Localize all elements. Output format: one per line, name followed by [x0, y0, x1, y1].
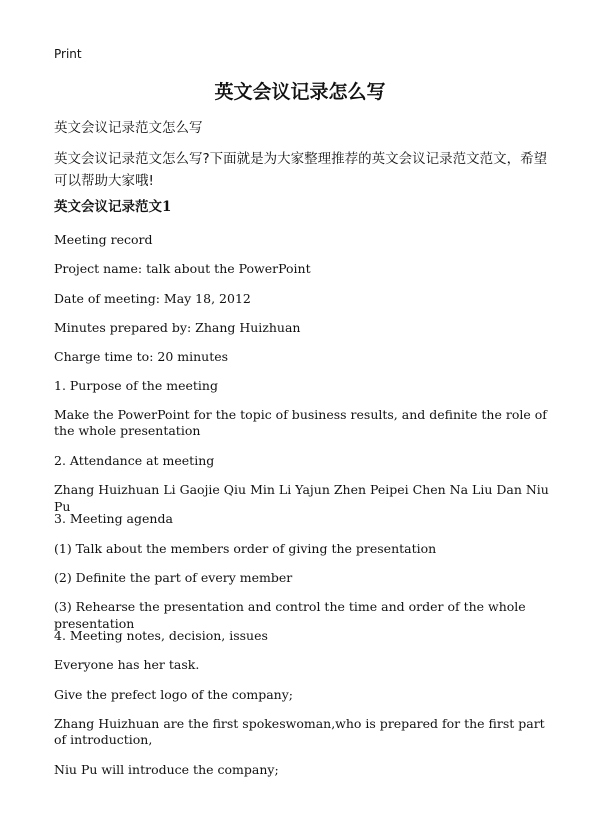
section-heading: 英文会议记录范文1: [54, 199, 172, 215]
page-title: 英文会议记录怎么写: [214, 81, 386, 103]
agenda-item-3: (3) Rehearse the presentation and control the time and order of the whole presentation: [54, 599, 526, 631]
notes-line-3: Zhang Huizhuan are the first spokeswoman,who is prepared for the first part of introduction,: [54, 716, 545, 747]
meeting-date-line: Date of meeting: May 18, 2012: [54, 291, 251, 306]
print-label: Print: [54, 47, 82, 61]
agenda-item-2: (2) Definite the part of every member: [54, 570, 293, 585]
charge-time-line: Charge time to: 20 minutes: [54, 349, 229, 364]
agenda-item-1: (1) Talk about the members order of giving the presentation: [54, 541, 437, 556]
meeting-record-line: Meeting record: [54, 232, 153, 247]
agenda-heading: 3. Meeting agenda: [54, 511, 173, 526]
document-subtitle: 英文会议记录范文怎么写: [54, 120, 203, 136]
attendance-names: Zhang Huizhuan Li Gaojie Qiu Min Li Yajun Zhen Peipei Chen Na Liu Dan Niu Pu: [54, 482, 549, 514]
project-name-line: Project name: talk about the PowerPoint: [54, 261, 311, 276]
notes-line-1: Everyone has her task.: [54, 657, 200, 672]
attendance-heading: 2. Attendance at meeting: [54, 453, 215, 468]
minutes-prepared-line: Minutes prepared by: Zhang Huizhuan: [54, 320, 301, 335]
intro-paragraph: 英文会议记录范文怎么写?下面就是为大家整理推荐的英文会议记录范文范文，希望可以帮助大家哦!: [54, 151, 548, 189]
purpose-text: Make the PowerPoint for the topic of business results, and definite the role of the whole presentation: [54, 407, 547, 438]
notes-heading: 4. Meeting notes, decision, issues: [54, 628, 268, 643]
purpose-heading: 1. Purpose of the meeting: [54, 378, 218, 393]
notes-line-4: Niu Pu will introduce the company;: [54, 762, 279, 777]
notes-line-2: Give the prefect logo of the company;: [54, 687, 294, 702]
